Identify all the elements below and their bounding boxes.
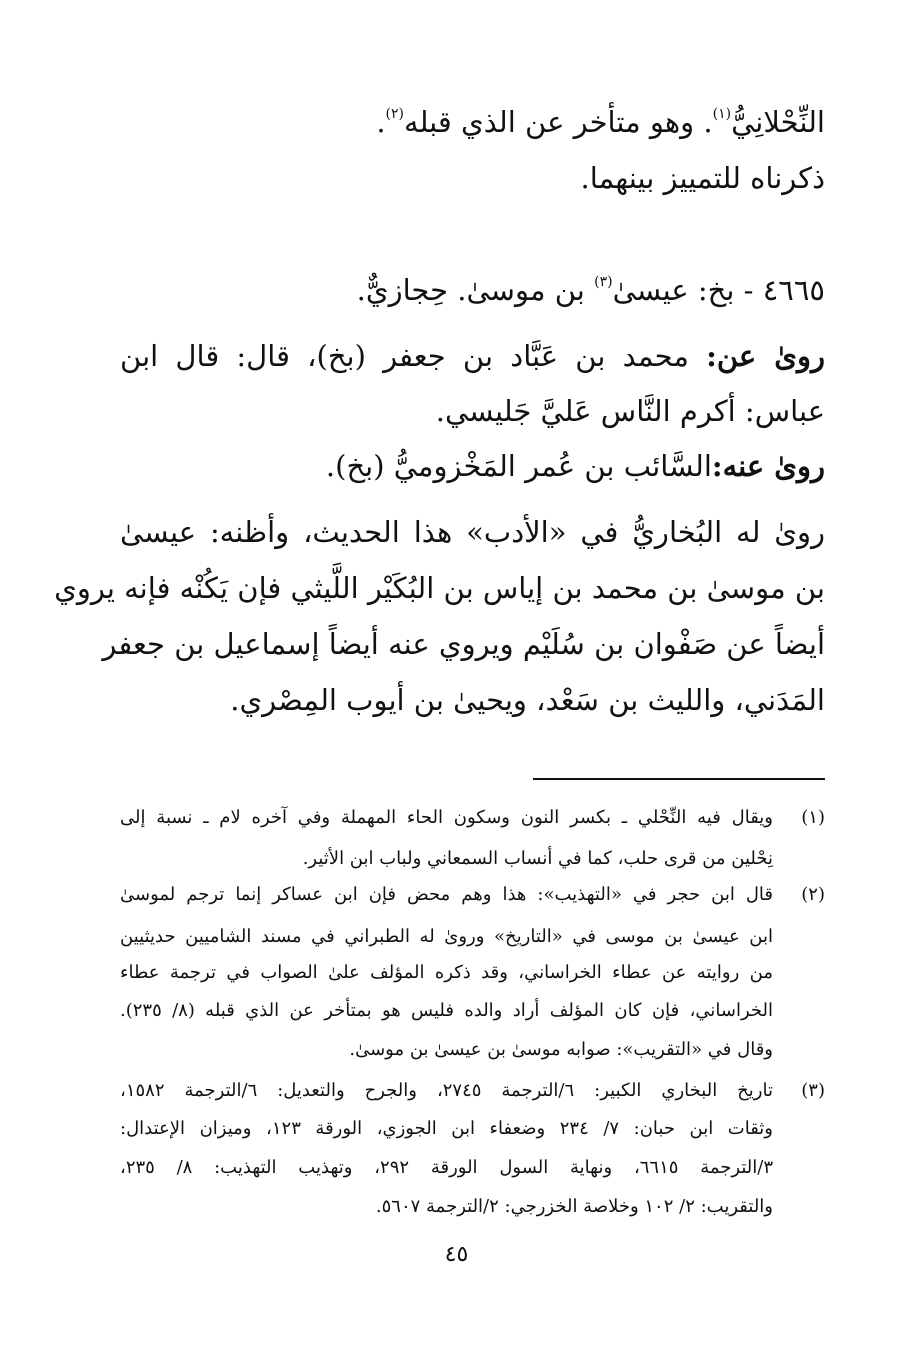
name-nihlani: النِّحْلانِيُّ — [731, 105, 825, 139]
footnote-3-line-4: والتقريب: ٢/ ١٠٢ وخلاصة الخزرجي: ٢/الترجمة ٥٦٠٧. — [375, 1196, 773, 1217]
page-number: ٤٥ — [444, 1242, 469, 1267]
footnote-3-number: (٣) — [801, 1080, 825, 1101]
footnote-3-line-3: ٣/الترجمة ٦٦١٥، ونهاية السول الورقة ٢٩٢، وتهذيب التهذيب: ٨/ ٢٣٥، — [120, 1157, 773, 1178]
footnote-2-line-1: قال ابن حجر في «التهذيب»: هذا وهم محض فإن ابن عساكر إنما ترجم لموسىٰ — [120, 884, 773, 905]
narrated-by-line — [326, 446, 825, 486]
footnote-2-line-4: الخراساني، فإن كان المؤلف أراد والده فليس هو بمتأخر عن الذي قبله (٨/ ٢٣٥). — [120, 1000, 773, 1021]
footnote-2-line-5: وقال في «التقريب»: صوابه موسىٰ بن عيسىٰ بن موسىٰ. — [349, 1039, 773, 1060]
footnote-3-line-1: تاريخ البخاري الكبير: ٦/الترجمة ٢٧٤٥، والجرح والتعديل: ٦/الترجمة ١٥٨٢، — [120, 1080, 773, 1101]
entry-number-and-name: ٤٦٦٥ - بخ: عيسىٰ — [612, 273, 825, 307]
body-line-2: ذكرناه للتمييز بينهما. — [580, 161, 825, 195]
narrated-from-line-1 — [120, 336, 825, 376]
narrated-from-label: روىٰ عن: — [706, 339, 826, 373]
footnote-1-number: (١) — [801, 807, 825, 828]
paragraph-line-1: روىٰ له البُخاريُّ في «الأدب» هذا الحديث، وأظنه: عيسىٰ — [120, 515, 825, 549]
footnote-2-line-2: ابن عيسىٰ بن موسى في «التاريخ» وروىٰ له الطبراني في مسند الشاميين حديثيين — [120, 926, 773, 947]
entry-heading — [357, 270, 825, 310]
footnote-ref-1: (١) — [712, 106, 732, 122]
footnote-2-line-3: من روايته عن عطاء الخراساني، وقد ذكره المؤلف علىٰ الصواب في ترجمة عطاء — [120, 962, 773, 983]
footnote-3-line-2: وثقات ابن حبان: ٧/ ٢٣٤ وضعفاء ابن الجوزي، الورقة ١٢٣، وميزان الإعتدال: — [120, 1118, 773, 1139]
footnote-ref-2: (٢) — [385, 106, 405, 122]
footnote-1-line-1: ويقال فيه النِّحْلي ـ بكسر النون وسكون الحاء المهملة وفي آخره لام ـ نسبة إلى — [120, 807, 773, 828]
narrated-from-text: محمد بن عَبَّاد بن جعفر (بخ)، قال: قال ابن — [120, 339, 707, 373]
narrated-from-line-2: عباس: أكرم النَّاس عَليَّ جَليسي. — [435, 394, 825, 428]
paragraph-line-3: أيضاً عن صَفْوان بن سُلَيْم ويروي عنه أيضاً إسماعيل بن جعفر — [102, 627, 825, 661]
paragraph-line-4: المَدَني، والليث بن سَعْد، ويحيىٰ بن أيوب المِصْري. — [230, 683, 825, 717]
narrated-by-label: روىٰ عنه: — [711, 449, 825, 483]
body-line-1: النِّحْلانِيُّ$^{(١)}$. وهو متأخر عن الذي قبله$^{(٢)}$. — [376, 105, 825, 139]
footnote-ref-3: (٣) — [594, 274, 613, 290]
footnote-2-number: (٢) — [801, 884, 825, 905]
entry-name-rest: بن موسىٰ. حِجازيٌّ. — [356, 273, 595, 307]
paragraph-line-2: بن موسىٰ بن محمد بن إياس بن البُكَيْر اللَّيثي فإن يَكُنْه فإنه يروي — [54, 571, 825, 605]
footnote-1-line-2: نِحْلين من قرى حلب، كما في أنساب السمعاني ولباب ابن الأثير. — [302, 848, 773, 869]
body-line-1-text: . وهو متأخر عن الذي قبله — [404, 105, 713, 139]
narrated-by-text: السَّائب بن عُمر المَخْزوميُّ (بخ). — [325, 449, 712, 483]
footnote-separator — [533, 778, 825, 780]
